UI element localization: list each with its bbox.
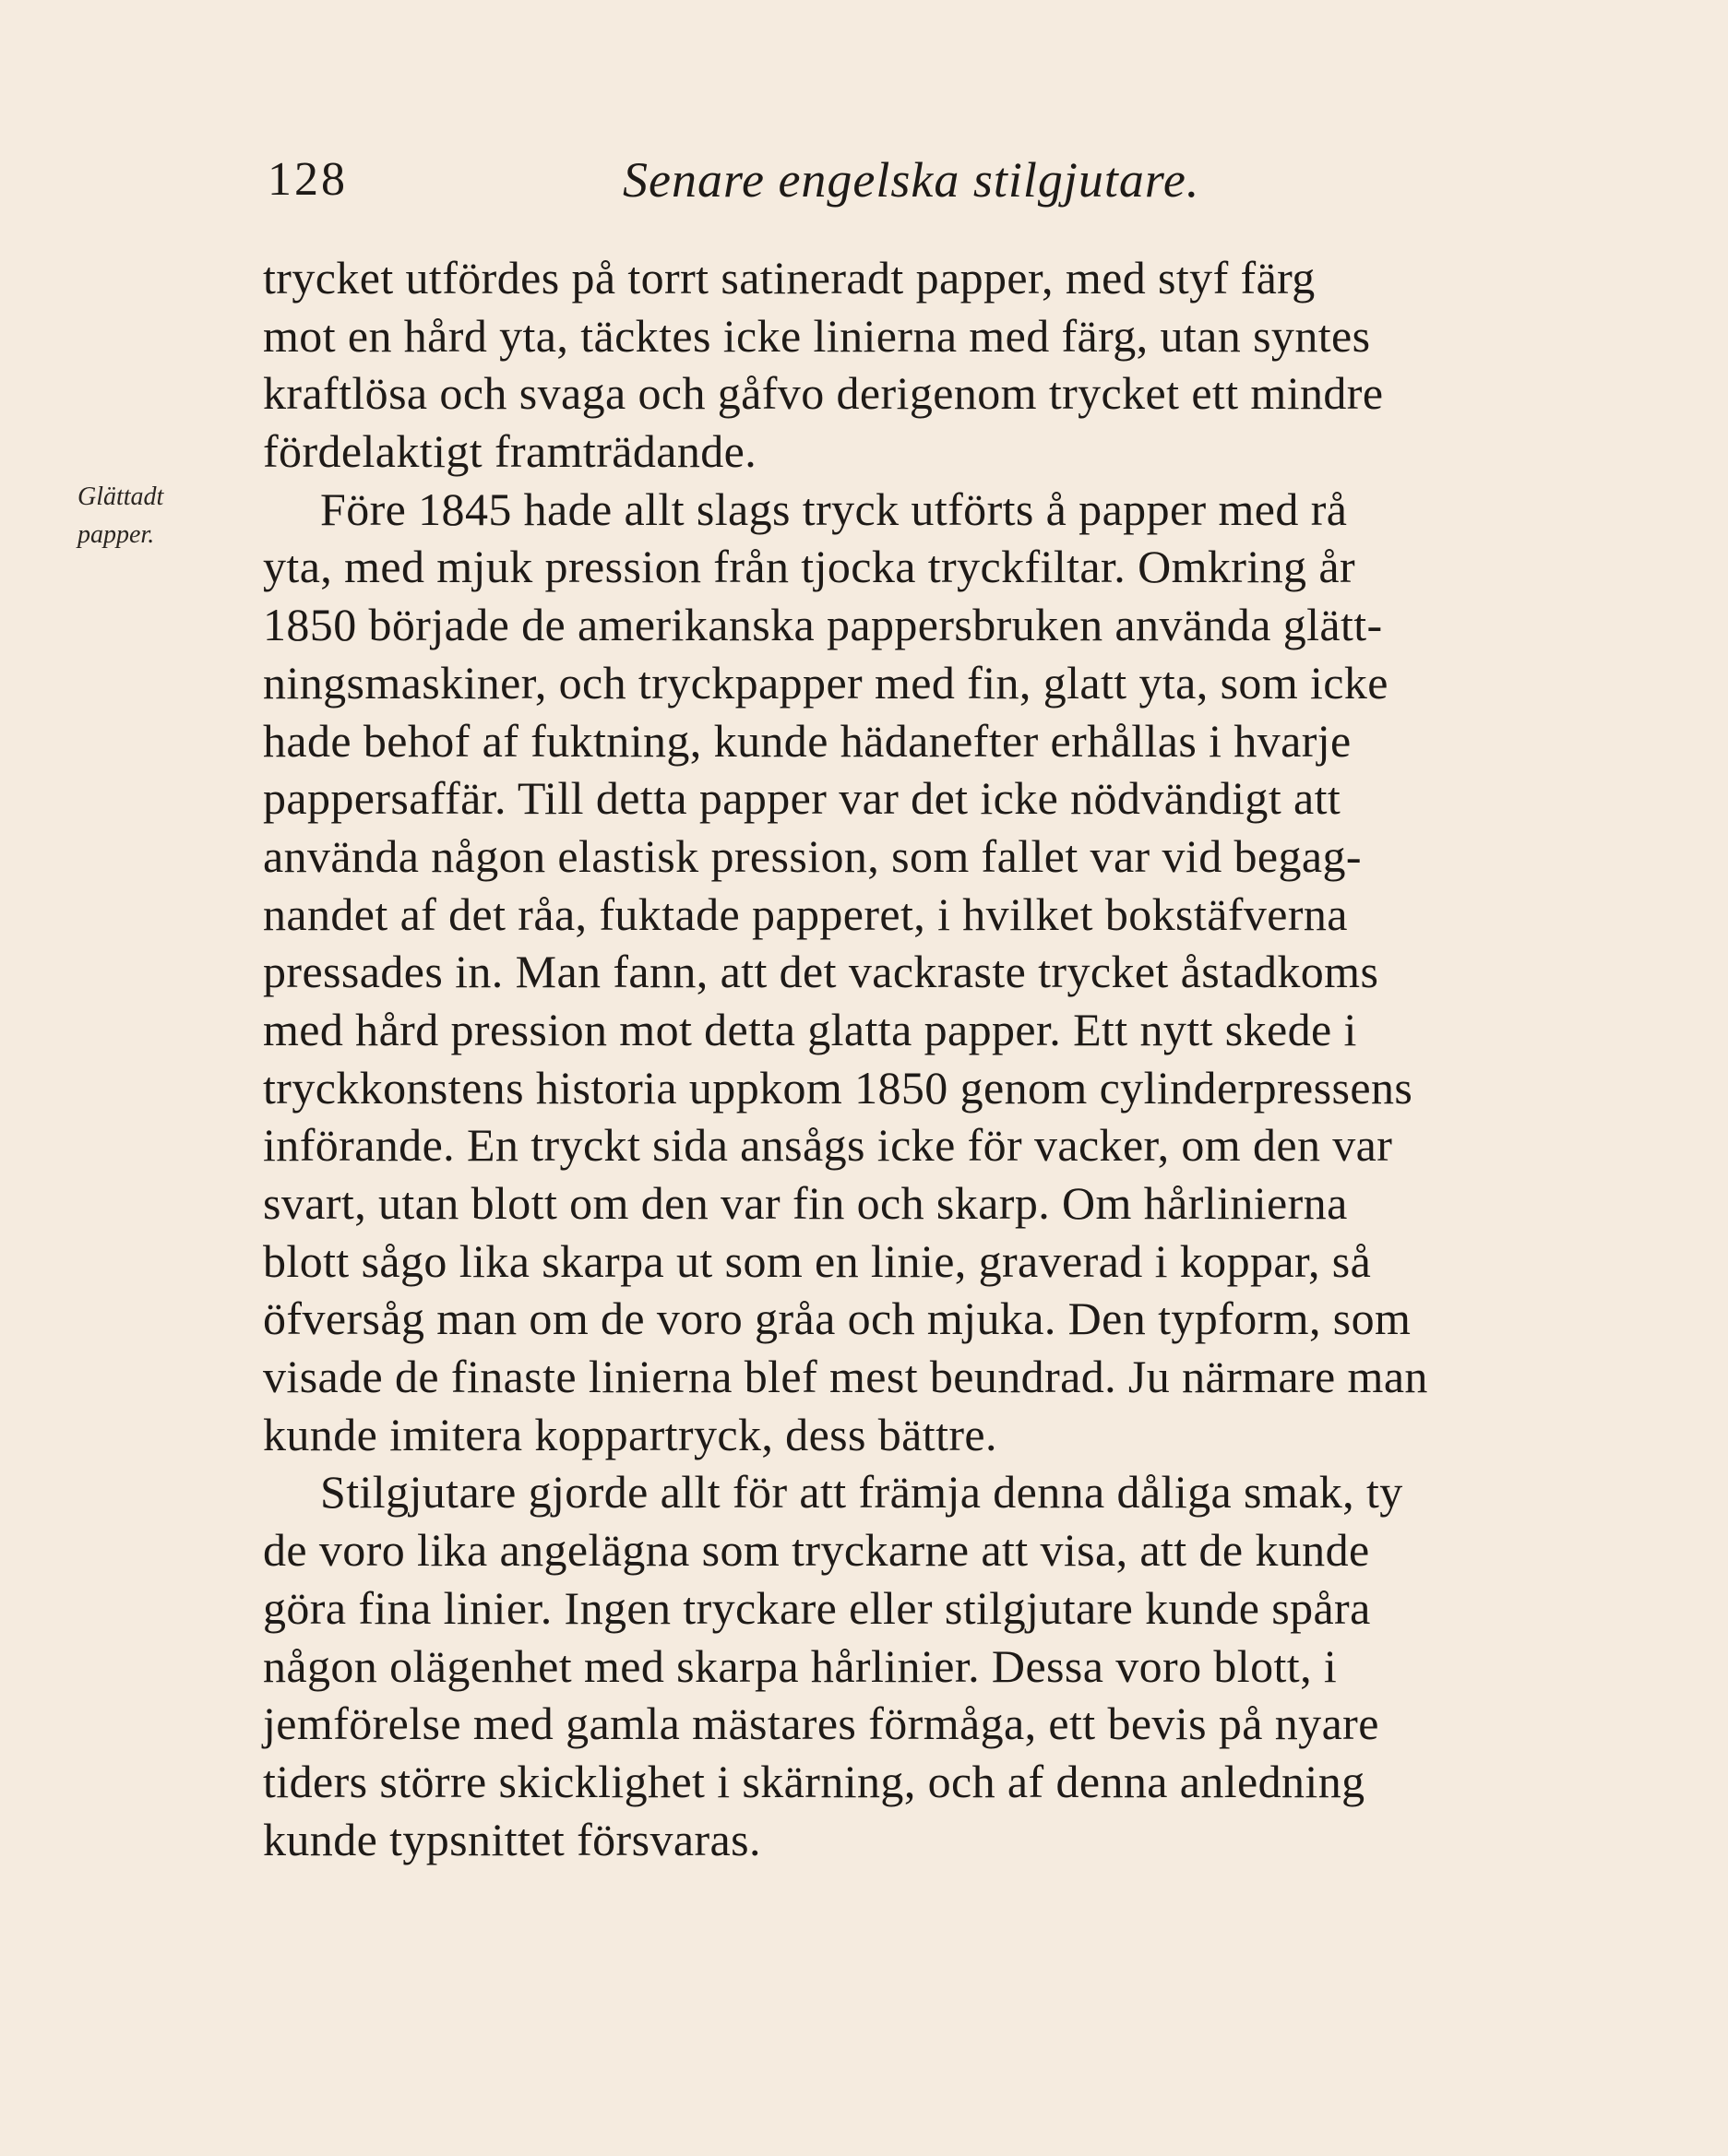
text-line: 1850 började de amerikanska pappersbruken använda glätt- [263, 599, 1383, 651]
body-text [263, 249, 1596, 1868]
text-line: införande. En tryckt sida ansågs icke för vacker, om den var [263, 1119, 1393, 1172]
text-line: öfversåg man om de voro gråa och mjuka. Den typform, som [263, 1292, 1412, 1345]
paragraph-start-line: Före 1845 hade allt slags tryck utförts å papper med rå [320, 482, 1348, 535]
text-line: trycket utfördes på torrt satineradt papper, med styf färg [263, 252, 1316, 304]
text-line: jemförelse med gamla mästares förmåga, ett bevis på nyare [263, 1697, 1379, 1750]
text-line: kunde imitera koppartryck, dess bättre. [263, 1408, 997, 1460]
text-line: med hård pression mot detta glatta papper. Ett nytt skede i [263, 1003, 1357, 1055]
text-line: pressades in. Man fann, att det vackraste trycket åstadkoms [263, 946, 1379, 998]
text-line: göra fina linier. Ingen tryckare eller stilgjutare kunde spåra [263, 1581, 1371, 1634]
text-line: ningsmaskiner, och tryckpapper med fin, glatt yta, som icke [263, 656, 1388, 709]
text-line: svart, utan blott om den var fin och skarp. Om hårlinierna [263, 1177, 1348, 1229]
text-line: kraftlösa och svaga och gåfvo derigenom trycket ett mindre [263, 367, 1384, 420]
text-line: visade de finaste linierna blef mest beundrad. Ju närmare man [263, 1351, 1428, 1403]
running-title: Senare engelska stilgjutare. [623, 152, 1200, 208]
text-line: de voro lika angelägna som tryckarne att visa, att de kunde [263, 1524, 1370, 1577]
text-line: någon olägenhet med skarpa hårlinier. Dessa voro blott, i [263, 1639, 1338, 1692]
page-header [268, 148, 1222, 212]
text-line: yta, med mjuk pression från tjocka tryckfiltar. Omkring år [263, 541, 1355, 593]
paragraph-start-line: Stilgjutare gjorde allt för att främja denna dåliga smak, ty [320, 1466, 1403, 1519]
text-line: nandet af det råa, fuktade papperet, i hvilket bokstäfverna [263, 887, 1348, 940]
text-line: mot en hård yta, täcktes icke linierna med färg, utan syntes [263, 309, 1371, 362]
text-line: kunde typsnittet försvaras. [263, 1813, 761, 1865]
text-line: pappersaffär. Till detta papper var det icke nödvändigt att [263, 772, 1341, 825]
page-number: 128 [268, 153, 348, 206]
marginal-note-line: Glättadt [77, 482, 164, 511]
text-line: använda någon elastisk pression, som fallet var vid begag- [263, 829, 1362, 882]
text-line: hade behof af fuktning, kunde hädanefter erhållas i hvarje [263, 714, 1352, 767]
marginal-note-line: papper. [77, 520, 155, 549]
text-line: tryckkonstens historia uppkom 1850 genom cylinderpressens [263, 1061, 1413, 1114]
marginal-note [77, 478, 234, 554]
text-line: blott sågo lika skarpa ut som en linie, graverad i koppar, så [263, 1234, 1372, 1287]
text-line: tiders större skicklighet i skärning, och af denna anledning [263, 1755, 1365, 1807]
text-line: fördelaktigt framträdande. [263, 425, 757, 478]
